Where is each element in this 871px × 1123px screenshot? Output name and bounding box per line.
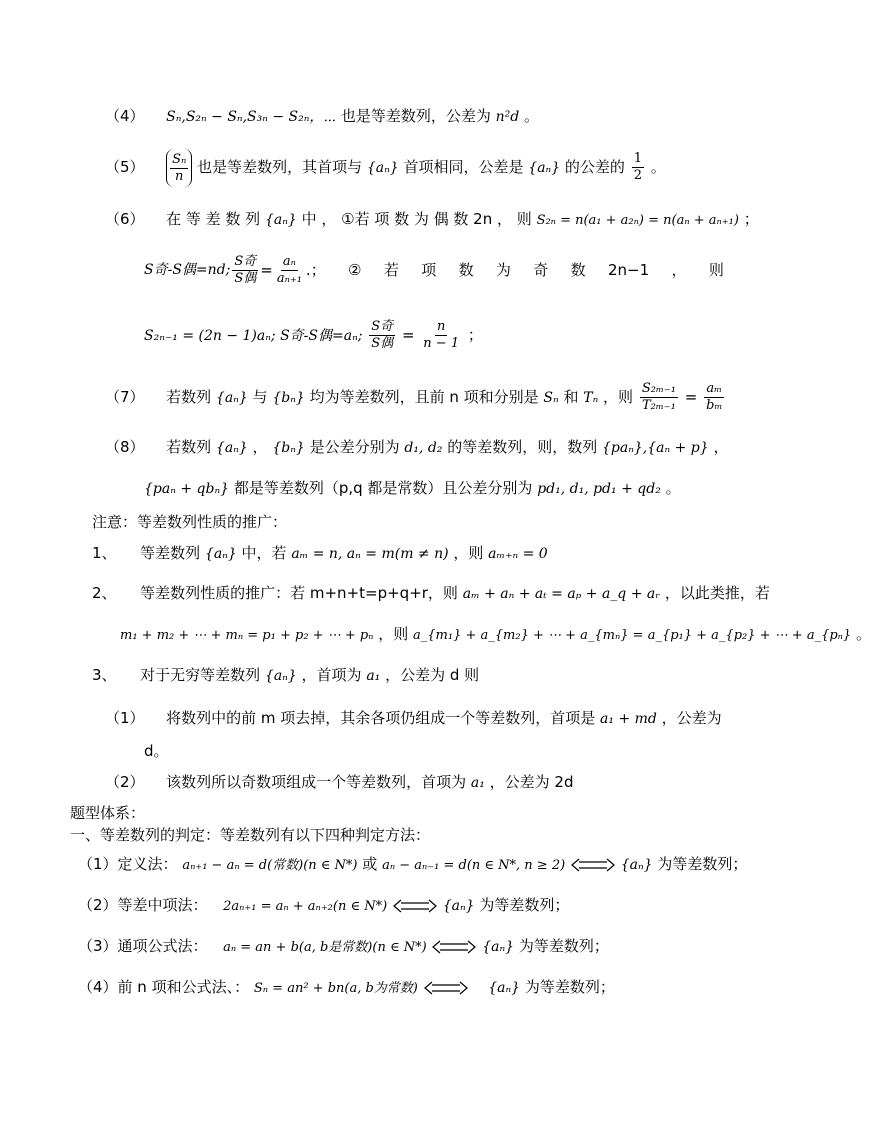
equals-sign: = <box>401 326 415 344</box>
text: .； <box>305 261 326 279</box>
text: ， <box>252 438 268 456</box>
property-8-line-1 <box>105 437 728 458</box>
word: 奇 <box>533 261 549 279</box>
word: 若 <box>383 261 399 279</box>
formula: 2aₙ₊₁ = aₙ + aₙ₊₂(n ∈ N*) <box>223 899 388 914</box>
text: 中，若 <box>241 544 287 562</box>
fraction-numerator: S₂ₘ₋₁ <box>641 381 676 396</box>
formula: {aₙ} <box>482 939 515 955</box>
word: 数 <box>570 261 586 279</box>
text: ，公差为 d 则 <box>385 666 480 684</box>
item-number: 2、 <box>92 584 117 602</box>
equals-sign: = <box>260 261 273 279</box>
item-number: （6） <box>105 210 145 228</box>
formula: S₂ₙ₋₁ = (2n − 1)aₙ; S奇-S偶=aₙ; <box>144 328 363 344</box>
text: 。 <box>855 625 871 643</box>
text: 也是等差数列，公差为 <box>340 107 491 125</box>
fraction-numerator: Sₙ <box>172 151 187 167</box>
formula: pd₁, d₁, pd₁ + qd₂ <box>537 481 661 497</box>
text: 为等差数列； <box>479 896 570 914</box>
text: 等差数列性质的推广：若 m+n+t=p+q+r，则 <box>140 584 458 602</box>
word: ② <box>348 261 362 279</box>
fraction-numerator: aₙ <box>282 253 296 269</box>
fraction-numerator: n <box>437 319 446 334</box>
formula: {aₙ} <box>215 440 248 456</box>
text: ； <box>743 210 759 228</box>
formula: a_{m₁} + a_{m₂} + ⋯ + a_{mₙ} = a_{p₁} + a_{p₂} + ⋯ + a_{pₙ} <box>413 628 852 643</box>
property-8-line-2 <box>144 478 681 499</box>
text: 首项相同，公差是 <box>403 158 524 176</box>
text: 中 ， ①若 项 数 为 偶 数 2n ， 则 <box>301 210 532 228</box>
text: 在 等 差 数 列 <box>166 210 261 228</box>
formula: {paₙ},{aₙ + p} <box>602 440 709 456</box>
note-heading: 注意：等差数列性质的推广： <box>92 513 288 531</box>
formula: aₙ = an + b(a, b是常数)(n ∈ N*) <box>223 940 427 955</box>
text: ，首项为 <box>301 666 362 684</box>
method-label: （1）定义法： <box>78 855 178 873</box>
text: ，则 <box>453 544 484 562</box>
text: 也是等差数列，其首项与 <box>197 158 363 176</box>
double-arrow-icon <box>570 858 616 872</box>
property-6-line-2 <box>144 250 724 290</box>
text: 均为等差数列，且前 n 项和分别是 <box>309 388 539 406</box>
formula: {aₙ} <box>442 898 475 914</box>
note-2-line-2 <box>120 624 871 646</box>
item-number: （8） <box>105 438 145 456</box>
formula: aₘ₊ₙ = 0 <box>488 546 548 562</box>
method-3 <box>78 936 609 958</box>
fraction-denominator: n − 1 <box>423 336 460 351</box>
formula: Sₙ <box>543 390 559 406</box>
text: ，则 <box>378 625 409 643</box>
fraction-denominator: S偶 <box>234 270 257 286</box>
equals-sign: = <box>684 388 698 406</box>
formula: S奇-S偶=nd; <box>144 262 231 278</box>
double-arrow-icon <box>392 899 438 913</box>
formula: aₘ = n, aₙ = m(m ≠ n) <box>291 546 449 562</box>
text: ，以此类推，若 <box>664 584 770 602</box>
property-6-line-1 <box>105 209 759 231</box>
note-3 <box>92 665 479 686</box>
word: 项 <box>421 261 437 279</box>
formula: aₙ − aₙ₋₁ = d(n ∈ N*, n ≥ 2) <box>382 858 566 873</box>
item-number: 3、 <box>92 666 117 684</box>
section-1-heading: 一、等差数列的判定：等差数列有以下四种判定方法： <box>70 826 431 844</box>
fraction-denominator: S偶 <box>371 336 394 351</box>
text: 对于无穷等差数列 <box>140 666 261 684</box>
formula: {aₙ} <box>620 857 653 873</box>
formula: {bₙ} <box>272 440 305 456</box>
formula: d₁, d₂ <box>404 440 443 456</box>
fraction-denominator: n <box>175 168 184 184</box>
text: 将数列中的前 m 项去掉，其余各项仍组成一个等差数列，首项是 <box>166 709 596 727</box>
fraction-denominator: T₂ₘ₋₁ <box>641 398 676 413</box>
item-number: （7） <box>105 388 145 406</box>
formula: a₁ <box>470 775 485 791</box>
item-number: （2） <box>105 773 145 791</box>
text: 若数列 <box>166 438 212 456</box>
text: 或 <box>362 855 378 873</box>
text: 的公差的 <box>564 158 625 176</box>
formula: a₁ + md <box>600 711 657 727</box>
brace-fraction <box>166 149 192 187</box>
formula: n²d <box>495 109 520 125</box>
item-number: （5） <box>105 158 145 176</box>
text: ， <box>713 438 729 456</box>
formula: {aₙ} <box>366 160 399 176</box>
text: 都是等差数列（p,q 都是常数）且公差分别为 <box>233 479 533 497</box>
text: 为等差数列； <box>524 978 615 996</box>
word: 则 <box>708 261 724 279</box>
text: 。 <box>524 107 540 125</box>
formula: {bₙ} <box>272 390 305 406</box>
fraction-denominator: 2 <box>633 168 642 183</box>
fraction-numerator: S奇 <box>234 253 257 269</box>
formula: {aₙ} <box>264 212 297 228</box>
formula: aₙ₊₁ − aₙ = d(常数)(n ∈ N*) <box>182 858 358 873</box>
formula: aₘ + aₙ + aₜ = aₚ + a_q + aᵣ <box>462 586 661 602</box>
text: 为等差数列； <box>518 937 609 955</box>
formula: S₂ₙ = n(a₁ + a₂ₙ) = n(aₙ + aₙ₊₁) <box>536 213 739 228</box>
note-3-sub-2 <box>105 772 574 793</box>
fraction-numerator: 1 <box>633 151 642 166</box>
formula: {paₙ + qbₙ} <box>144 481 230 497</box>
method-label: （3）通项公式法： <box>78 937 208 955</box>
word: 为 <box>495 261 511 279</box>
word: 数 <box>458 261 474 279</box>
formula: {aₙ} <box>264 668 297 684</box>
formula: Sₙ = an² + bn(a, b为常数) <box>253 981 418 996</box>
text: 该数列所以奇数项组成一个等差数列，首项为 <box>166 773 467 791</box>
formula: Tₙ <box>583 390 599 406</box>
fraction-denominator: bₘ <box>706 398 723 413</box>
formula: {aₙ} <box>204 546 237 562</box>
fraction-numerator: aₘ <box>706 381 723 396</box>
formula: Sₙ,S₂ₙ − Sₙ,S₃ₙ − S₂ₙ，⋯ <box>166 109 337 125</box>
text: ，公差为 <box>661 709 722 727</box>
double-arrow-icon <box>423 981 469 995</box>
method-label: （4）前 n 项和公式法、： <box>78 978 250 996</box>
item-number: （1） <box>105 709 145 727</box>
property-4 <box>105 106 539 127</box>
formula: {aₙ} <box>215 390 248 406</box>
text: 与 <box>252 388 268 406</box>
note-3-sub-1-line-1 <box>105 708 722 729</box>
text: 。 <box>665 479 681 497</box>
method-2 <box>78 895 569 917</box>
text: 和 <box>563 388 579 406</box>
formula: m₁ + m₂ + ⋯ + mₙ = p₁ + p₂ + ⋯ + pₙ <box>120 628 374 643</box>
word: ， <box>671 261 687 279</box>
property-5 <box>105 148 666 187</box>
text: 若数列 <box>166 388 212 406</box>
property-6-line-3 <box>144 315 483 356</box>
method-4 <box>78 977 615 999</box>
text: 的等差数列，则，数列 <box>447 438 598 456</box>
item-number: （4） <box>105 107 145 125</box>
formula: {aₙ} <box>528 160 561 176</box>
text: 为等差数列； <box>657 855 748 873</box>
text: 等差数列 <box>140 544 201 562</box>
note-1 <box>92 543 548 564</box>
text: 是公差分别为 <box>309 438 400 456</box>
property-7 <box>105 377 726 418</box>
word: 2n−1 <box>608 261 650 279</box>
item-number: 1、 <box>92 544 117 562</box>
double-arrow-icon <box>431 940 477 954</box>
text: 。 <box>650 158 666 176</box>
types-heading: 题型体系： <box>70 804 146 822</box>
formula: a₁ <box>366 668 381 684</box>
note-3-sub-1-line-2: d。 <box>144 742 169 760</box>
fraction-numerator: S奇 <box>371 319 394 334</box>
method-1 <box>78 854 747 876</box>
method-label: （2）等差中项法： <box>78 896 208 914</box>
text: ，则 <box>603 388 634 406</box>
text: ，公差为 2d <box>489 773 574 791</box>
note-2-line-1 <box>92 583 770 604</box>
text: ； <box>467 326 483 344</box>
fraction-denominator: aₙ₊₁ <box>276 270 302 286</box>
formula: {aₙ} <box>488 980 521 996</box>
